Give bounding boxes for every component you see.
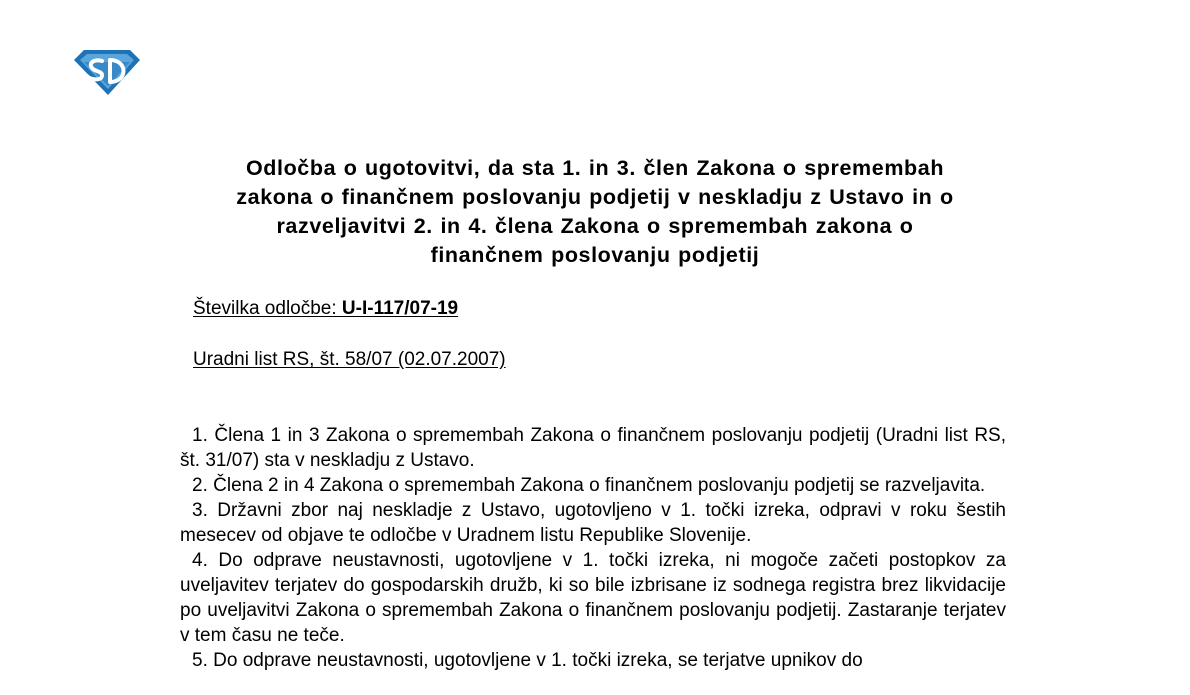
decision-paragraph: 2. Člena 2 in 4 Zakona o spremembah Zakona o finančnem poslovanju podjetij se razveljavita.: [192, 475, 986, 496]
decision-paragraph: 1. Člena 1 in 3 Zakona o spremembah Zakona o finančnem poslovanju podjetij (Uradni list RS, št. 31/07) sta v neskladju z Ustavo.: [180, 425, 1006, 471]
decision-paragraph: 4. Do odprave neustavnosti, ugotovljene v 1. točki izreka, ni mogoče začeti postopkov za uveljavitev terjatev do gospodarskih družb, ki so bile izbrisane iz sodnega registra brez likvidacije po uveljavitvi Zakona o spremembah Zakona o finančnem poslovanju podjetij. Zastaranje terjatev v tem času ne teče.: [180, 550, 1006, 646]
sd-logo: [72, 46, 142, 98]
title-line: razveljavitvi 2. in 4. člena Zakona o spremembah zakona o: [276, 214, 914, 238]
decision-number: U-I-117/07-19: [341, 298, 459, 319]
decision-number-line: [193, 297, 458, 321]
decision-paragraph: 3. Državni zbor naj neskladje z Ustavo, ugotovljeno v 1. točki izreka, odpravi v roku šestih mesecev od objave te odločbe v Uradnem listu Republike Slovenije.: [180, 500, 1006, 546]
title-line: finančnem poslovanju podjetij: [430, 243, 760, 267]
title-line: Odločba o ugotovitvi, da sta 1. in 3. člen Zakona o spremembah: [245, 156, 945, 180]
shield-logo-icon: [72, 46, 142, 98]
official-gazette-reference: Uradni list RS, št. 58/07 (02.07.2007): [193, 349, 506, 370]
decision-paragraph: 5. Do odprave neustavnosti, ugotovljene v 1. točki izreka, se terjatve upnikov do: [192, 650, 863, 671]
title-line: zakona o finančnem poslovanju podjetij v neskladju z Ustavo in o: [236, 185, 954, 209]
document-title: [180, 154, 1010, 270]
decision-number-label: Številka odločbe:: [193, 298, 342, 319]
decision-body: [180, 423, 1006, 673]
